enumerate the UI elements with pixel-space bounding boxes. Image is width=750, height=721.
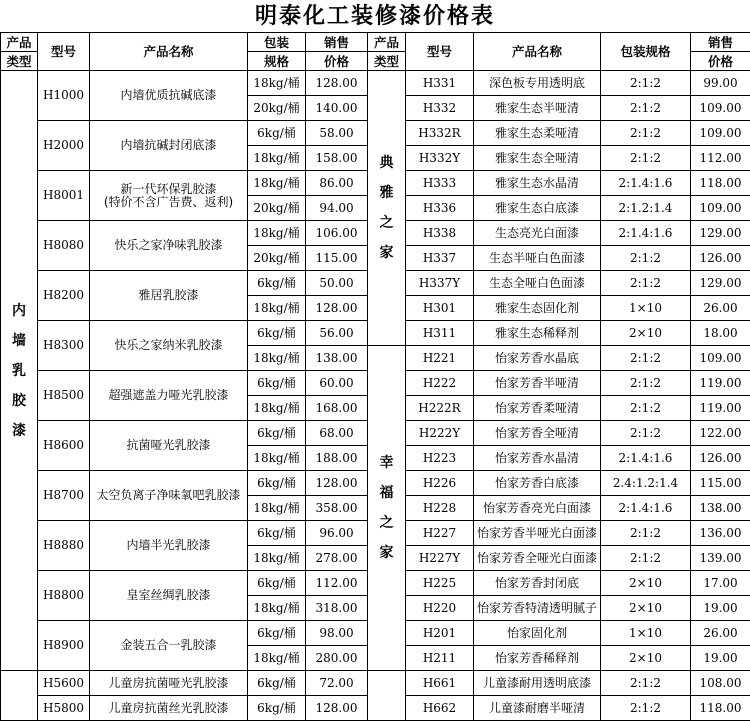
price-cell: 86.00 <box>306 171 368 196</box>
product-name-cell <box>90 271 248 321</box>
price-cell: 72.00 <box>306 671 368 696</box>
price-cell-right: 136.00 <box>691 521 750 546</box>
product-name-cell-right: 怡家芳香白底漆 <box>474 471 601 496</box>
model-cell: H1000 <box>38 71 90 121</box>
model-cell-right: H333 <box>406 171 474 196</box>
product-name-line: 内墙抗碱封闭底漆 <box>90 139 247 152</box>
product-name-cell <box>90 421 248 471</box>
price-cell: 318.00 <box>306 596 368 621</box>
model-cell: H8300 <box>38 321 90 371</box>
spec-cell-right: 2:1:2 <box>601 121 691 146</box>
spec-cell-right: 1×10 <box>601 296 691 321</box>
price-cell-right: 112.00 <box>691 146 750 171</box>
price-cell: 106.00 <box>306 221 368 246</box>
spec-cell-right: 2:1:2 <box>601 71 691 96</box>
spec-cell-right: 2:1:2 <box>601 396 691 421</box>
price-cell-right: 119.00 <box>691 396 750 421</box>
table-row <box>1 71 750 96</box>
model-cell-right: H223 <box>406 446 474 471</box>
price-cell-right: 109.00 <box>691 96 750 121</box>
pack-cell: 18kg/桶 <box>248 446 306 471</box>
product-name-cell-right: 怡家芳香水晶底 <box>474 346 601 371</box>
product-name-cell <box>90 221 248 271</box>
category-char: 家 <box>368 538 405 568</box>
product-name-cell <box>90 371 248 421</box>
price-cell-right: 19.00 <box>691 596 750 621</box>
product-name-cell-right: 怡家芳香柔哑清 <box>474 396 601 421</box>
model-cell-right: H226 <box>406 471 474 496</box>
model-cell-right: H332R <box>406 121 474 146</box>
spec-cell-right: 2:1:2 <box>601 546 691 571</box>
price-cell-right: 119.00 <box>691 371 750 396</box>
pack-cell: 6kg/桶 <box>248 421 306 446</box>
header-price-left-2: 价格 <box>306 52 368 71</box>
category-char: 内 <box>1 296 37 326</box>
model-cell: H8700 <box>38 471 90 521</box>
product-name-cell-right: 怡家固化剂 <box>474 621 601 646</box>
spec-cell-right: 2:1:2 <box>601 271 691 296</box>
header-pack-left: 包装 <box>248 33 306 52</box>
header-model-right: 型号 <box>406 33 474 71</box>
pack-cell: 6kg/桶 <box>248 521 306 546</box>
product-name-cell: 儿童房抗菌哑光乳胶漆 <box>90 671 248 696</box>
pack-cell: 20kg/桶 <box>248 196 306 221</box>
product-name-cell-right: 怡家芳香全哑光白面漆 <box>474 546 601 571</box>
model-cell-right: H222Y <box>406 421 474 446</box>
product-name-cell <box>90 121 248 171</box>
spec-cell-right: 2×10 <box>601 596 691 621</box>
category-char: 家 <box>368 238 405 268</box>
price-cell-right: 129.00 <box>691 221 750 246</box>
page-title: 明泰化工装修漆价格表 <box>0 0 750 32</box>
product-name-cell-right: 儿童漆耐用透明底漆 <box>474 671 601 696</box>
price-cell-right: 99.00 <box>691 71 750 96</box>
product-name-cell-right: 怡家芳香稀释剂 <box>474 646 601 671</box>
product-name-cell-right: 怡家芳香封闭底 <box>474 571 601 596</box>
category-char: 墙 <box>1 326 37 356</box>
category-char: 胶 <box>1 386 37 416</box>
product-name-line: 雅居乳胶漆 <box>90 289 247 302</box>
price-cell: 115.00 <box>306 246 368 271</box>
product-name-cell-right: 怡家芳香半哑清 <box>474 371 601 396</box>
model-cell: H8500 <box>38 371 90 421</box>
pack-cell: 18kg/桶 <box>248 496 306 521</box>
model-cell-right: H338 <box>406 221 474 246</box>
spec-cell-right: 2:1:2 <box>601 421 691 446</box>
product-name-cell-right: 雅家生态半哑清 <box>474 96 601 121</box>
model-cell-right: H336 <box>406 196 474 221</box>
product-name-line: 新一代环保乳胶漆 <box>90 183 247 196</box>
price-cell: 280.00 <box>306 646 368 671</box>
header-name-right: 产品名称 <box>474 33 601 71</box>
price-cell: 138.00 <box>306 346 368 371</box>
model-cell: H5600 <box>38 671 90 696</box>
price-cell: 128.00 <box>306 296 368 321</box>
model-cell-right: H331 <box>406 71 474 96</box>
product-name-cell-right: 雅家生态白底漆 <box>474 196 601 221</box>
pack-cell: 6kg/桶 <box>248 696 306 721</box>
product-name-cell <box>90 171 248 221</box>
product-name-cell-right: 儿童漆耐磨半哑清 <box>474 696 601 721</box>
spec-cell-right: 2:1:2 <box>601 671 691 696</box>
product-name-cell-right: 生态亮光白面漆 <box>474 221 601 246</box>
model-cell-right: H228 <box>406 496 474 521</box>
product-name-cell-right: 雅家生态稀释剂 <box>474 321 601 346</box>
spec-cell-right: 2.4:1.2:1.4 <box>601 471 691 496</box>
header-price-right: 销售 <box>691 33 750 52</box>
category-char: 福 <box>368 478 405 508</box>
spec-cell-right: 2×10 <box>601 321 691 346</box>
price-cell-right: 109.00 <box>691 121 750 146</box>
product-name-line: (特价不含广告费、返利) <box>90 196 247 209</box>
product-name-cell-right: 怡家芳香水晶清 <box>474 446 601 471</box>
price-cell: 94.00 <box>306 196 368 221</box>
pack-cell: 6kg/桶 <box>248 671 306 696</box>
pack-cell: 18kg/桶 <box>248 596 306 621</box>
spec-cell-right: 2:1:2 <box>601 521 691 546</box>
product-name-line: 太空负离子净味氧吧乳胶漆 <box>90 489 247 502</box>
price-cell: 96.00 <box>306 521 368 546</box>
product-name-cell-right: 深色板专用透明底 <box>474 71 601 96</box>
category-cell-left <box>1 71 38 671</box>
price-cell-right: 122.00 <box>691 421 750 446</box>
price-cell-right: 129.00 <box>691 271 750 296</box>
price-cell: 358.00 <box>306 496 368 521</box>
price-cell: 58.00 <box>306 121 368 146</box>
pack-cell: 18kg/桶 <box>248 646 306 671</box>
header-name-left: 产品名称 <box>90 33 248 71</box>
spec-cell-right: 2:1.2:1.4 <box>601 196 691 221</box>
product-name-cell <box>90 621 248 671</box>
product-name-line: 皇室丝绸乳胶漆 <box>90 589 247 602</box>
product-name-cell-right: 怡家芳香半哑光白面漆 <box>474 521 601 546</box>
price-cell-right: 115.00 <box>691 471 750 496</box>
category-char: 典 <box>368 148 405 178</box>
product-name-cell <box>90 521 248 571</box>
header-price-left: 销售 <box>306 33 368 52</box>
price-cell: 188.00 <box>306 446 368 471</box>
model-cell: H8880 <box>38 521 90 571</box>
header-category-left: 产品 <box>1 33 38 52</box>
model-cell-right: H337 <box>406 246 474 271</box>
product-name-cell: 儿童房抗菌丝光乳胶漆 <box>90 696 248 721</box>
price-cell: 50.00 <box>306 271 368 296</box>
category-char: 之 <box>368 208 405 238</box>
model-cell: H5800 <box>38 696 90 721</box>
price-cell-right: 26.00 <box>691 621 750 646</box>
pack-cell: 6kg/桶 <box>248 371 306 396</box>
price-cell-right: 109.00 <box>691 196 750 221</box>
header-model-left: 型号 <box>38 33 90 71</box>
pack-cell: 20kg/桶 <box>248 96 306 121</box>
spec-cell-right: 2:1.4:1.6 <box>601 496 691 521</box>
price-cell: 128.00 <box>306 471 368 496</box>
price-cell-right: 17.00 <box>691 571 750 596</box>
spec-cell-right: 2:1.4:1.6 <box>601 446 691 471</box>
model-cell-right: H201 <box>406 621 474 646</box>
price-cell: 128.00 <box>306 696 368 721</box>
price-cell-right: 139.00 <box>691 546 750 571</box>
model-cell: H8800 <box>38 571 90 621</box>
pack-cell: 18kg/桶 <box>248 396 306 421</box>
product-name-line: 内墙优质抗碱底漆 <box>90 89 247 102</box>
category-cell-right <box>368 71 406 346</box>
model-cell-right: H211 <box>406 646 474 671</box>
category-cell-right <box>368 346 406 671</box>
category-cell-left-empty <box>1 671 38 721</box>
price-cell: 140.00 <box>306 96 368 121</box>
category-char: 幸 <box>368 448 405 478</box>
model-cell-right: H225 <box>406 571 474 596</box>
price-cell: 168.00 <box>306 396 368 421</box>
price-cell-right: 118.00 <box>691 696 750 721</box>
product-name-cell-right: 怡家芳香全哑清 <box>474 421 601 446</box>
product-name-line: 金装五合一乳胶漆 <box>90 639 247 652</box>
pack-cell: 6kg/桶 <box>248 271 306 296</box>
product-name-line: 抗菌哑光乳胶漆 <box>90 439 247 452</box>
model-cell: H8600 <box>38 421 90 471</box>
model-cell-right: H662 <box>406 696 474 721</box>
model-cell-right: H220 <box>406 596 474 621</box>
product-name-cell-right: 生态全哑白色面漆 <box>474 271 601 296</box>
product-name-cell-right: 雅家生态柔哑清 <box>474 121 601 146</box>
model-cell-right: H221 <box>406 346 474 371</box>
header-spec-right: 包装规格 <box>601 33 691 71</box>
product-name-cell-right: 怡家芳香特清透明腻子 <box>474 596 601 621</box>
header-category-left-2: 类型 <box>1 52 38 71</box>
category-cell-right <box>368 671 406 721</box>
spec-cell-right: 2:1:2 <box>601 146 691 171</box>
pack-cell: 20kg/桶 <box>248 246 306 271</box>
table-row <box>1 671 750 696</box>
price-cell-right: 126.00 <box>691 246 750 271</box>
price-cell: 112.00 <box>306 571 368 596</box>
product-name-cell <box>90 571 248 621</box>
spec-cell-right: 2:1:2 <box>601 696 691 721</box>
spec-cell-right: 2:1:2 <box>601 346 691 371</box>
price-cell-right: 138.00 <box>691 496 750 521</box>
model-cell-right: H227 <box>406 521 474 546</box>
product-name-line: 超强遮盖力哑光乳胶漆 <box>90 389 247 402</box>
model-cell: H2000 <box>38 121 90 171</box>
model-cell-right: H337Y <box>406 271 474 296</box>
product-name-line: 快乐之家纳米乳胶漆 <box>90 339 247 352</box>
model-cell-right: H301 <box>406 296 474 321</box>
price-cell: 128.00 <box>306 71 368 96</box>
product-name-line: 快乐之家净味乳胶漆 <box>90 239 247 252</box>
header-price-right-2: 价格 <box>691 52 750 71</box>
model-cell-right: H332Y <box>406 146 474 171</box>
pack-cell: 18kg/桶 <box>248 146 306 171</box>
category-char: 雅 <box>368 178 405 208</box>
spec-cell-right: 2×10 <box>601 646 691 671</box>
model-cell-right: H227Y <box>406 546 474 571</box>
spec-cell-right: 2:1:2 <box>601 246 691 271</box>
price-cell: 60.00 <box>306 371 368 396</box>
price-cell: 56.00 <box>306 321 368 346</box>
category-char: 漆 <box>1 416 37 446</box>
model-cell-right: H222 <box>406 371 474 396</box>
product-name-cell-right: 雅家生态全哑清 <box>474 146 601 171</box>
pack-cell: 18kg/桶 <box>248 71 306 96</box>
header-category-right: 产品 <box>368 33 406 52</box>
product-name-cell <box>90 471 248 521</box>
spec-cell-right: 2:1.4:1.6 <box>601 171 691 196</box>
product-name-cell-right: 雅家生态固化剂 <box>474 296 601 321</box>
category-char: 乳 <box>1 356 37 386</box>
model-cell-right: H222R <box>406 396 474 421</box>
pack-cell: 18kg/桶 <box>248 346 306 371</box>
price-cell-right: 19.00 <box>691 646 750 671</box>
model-cell: H8200 <box>38 271 90 321</box>
model-cell-right: H661 <box>406 671 474 696</box>
product-name-cell <box>90 71 248 121</box>
model-cell: H8001 <box>38 171 90 221</box>
product-name-line: 内墙半光乳胶漆 <box>90 539 247 552</box>
price-table <box>0 32 750 721</box>
header-pack-left-2: 规格 <box>248 52 306 71</box>
price-cell: 68.00 <box>306 421 368 446</box>
model-cell: H8080 <box>38 221 90 271</box>
pack-cell: 18kg/桶 <box>248 546 306 571</box>
spec-cell-right: 2:1:2 <box>601 96 691 121</box>
price-cell: 278.00 <box>306 546 368 571</box>
pack-cell: 18kg/桶 <box>248 171 306 196</box>
model-cell-right: H332 <box>406 96 474 121</box>
spec-cell-right: 1×10 <box>601 621 691 646</box>
price-cell-right: 126.00 <box>691 446 750 471</box>
header-category-right-2: 类型 <box>368 52 406 71</box>
price-cell-right: 109.00 <box>691 346 750 371</box>
pack-cell: 6kg/桶 <box>248 571 306 596</box>
product-name-cell <box>90 321 248 371</box>
spec-cell-right: 2:1:2 <box>601 371 691 396</box>
model-cell-right: H311 <box>406 321 474 346</box>
pack-cell: 6kg/桶 <box>248 471 306 496</box>
product-name-cell-right: 生态半哑白色面漆 <box>474 246 601 271</box>
pack-cell: 6kg/桶 <box>248 621 306 646</box>
category-char: 之 <box>368 508 405 538</box>
pack-cell: 18kg/桶 <box>248 221 306 246</box>
price-cell-right: 26.00 <box>691 296 750 321</box>
price-cell-right: 108.00 <box>691 671 750 696</box>
product-name-cell-right: 雅家生态水晶清 <box>474 171 601 196</box>
pack-cell: 18kg/桶 <box>248 296 306 321</box>
pack-cell: 6kg/桶 <box>248 121 306 146</box>
product-name-cell-right: 怡家芳香亮光白面漆 <box>474 496 601 521</box>
spec-cell-right: 2:1.4:1.6 <box>601 221 691 246</box>
price-cell-right: 118.00 <box>691 171 750 196</box>
price-cell-right: 18.00 <box>691 321 750 346</box>
price-cell: 158.00 <box>306 146 368 171</box>
model-cell: H8900 <box>38 621 90 671</box>
price-cell: 98.00 <box>306 621 368 646</box>
spec-cell-right: 2×10 <box>601 571 691 596</box>
pack-cell: 6kg/桶 <box>248 321 306 346</box>
